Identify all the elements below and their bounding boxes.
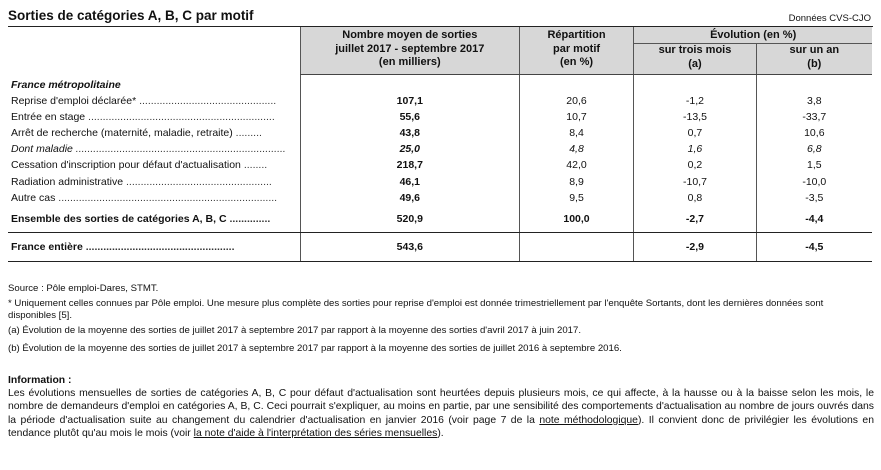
star-note: * Uniquement celles connues par Pôle emploi. Une mesure plus complète des sorties pour reprise d'emploi est donnée trimestriellement par l'enquête Sortants, dont les dernières données sont disponibles [5].	[8, 298, 824, 321]
methodology-note-link[interactable]: note méthodologique	[539, 414, 638, 426]
row-label: Entrée en stage ................................................................	[11, 110, 275, 123]
row-label: Arrêt de recherche (maternité, maladie, retraite) .........	[11, 126, 262, 139]
header-row-1	[8, 27, 872, 44]
row-label: Autre cas ...........................................................................	[11, 191, 278, 204]
information-text-2: ). Il convient donc de privilégier les évolutions en tendance plutôt qu'au mois le mois (voir	[8, 414, 874, 439]
row-3m: 0,2	[634, 157, 756, 173]
row-share: 10,7	[519, 109, 634, 125]
header-share	[519, 27, 634, 75]
row-count: 218,7	[300, 157, 519, 173]
information-block	[8, 374, 874, 440]
row-count: 55,6	[300, 109, 519, 125]
header-count	[300, 27, 519, 75]
header-count-line1: Nombre moyen de sorties	[342, 29, 478, 41]
header-1y-line2: (b)	[807, 57, 822, 70]
header-3m-line2: (a)	[688, 57, 702, 70]
row-3m: -10,7	[634, 173, 756, 189]
row-3m: 0,8	[634, 190, 756, 206]
row-share: 20,6	[519, 93, 634, 109]
france-1y: -4,5	[756, 232, 872, 261]
france-row	[8, 232, 872, 261]
information-heading: Information :	[8, 375, 72, 386]
header-share-line3: (en %)	[560, 56, 594, 68]
row-1y: 10,6	[756, 125, 872, 141]
row-count: 25,0	[300, 141, 519, 157]
information-text-3: ).	[437, 427, 444, 439]
source-note: Source : Pôle emploi-Dares, STMT.	[8, 283, 159, 294]
exits-table	[8, 27, 872, 262]
header-share-line2: par motif	[552, 42, 601, 55]
note-b: (b) Évolution de la moyenne des sorties de juillet 2017 à septembre 2017 par rapport à la moyenne des sorties de juillet 2016 à septembre 2016.	[8, 343, 622, 354]
row-share: 9,5	[519, 190, 634, 206]
row-label: Reprise d'emploi déclarée* ...............................................	[11, 94, 277, 107]
row-1y: -3,5	[756, 190, 872, 206]
row-3m: -1,2	[634, 93, 756, 109]
row-label: Dont maladie ........................................................................	[11, 143, 286, 156]
row-label: Cessation d'inscription pour défaut d'actualisation ........	[11, 159, 268, 172]
header-count-line3: (en milliers)	[378, 56, 441, 68]
row-1y: 3,8	[756, 93, 872, 109]
row-share: 4,8	[519, 141, 634, 157]
information-text-1: Les évolutions mensuelles de sorties de catégories A, B, C pour défaut d'actualisation sont heurtées depuis plusieurs mois, ce qui affecte, à la hausse ou à la baisse selon les mois, le nombre de demandeurs d'emploi en catégories A, B, C. Ceci pourrait s'expliquer, au moins en partie, par une sensibilité des comportements d'actualisation au nombre de jours ouvrés dans la période d'actualisation suite au changement du calendrier d'actualisation en janvier 2016 (voir page 7 de la	[8, 388, 874, 426]
row-1y: -33,7	[756, 109, 872, 125]
section-label: France métropolitaine	[11, 79, 121, 91]
total-row	[8, 206, 872, 233]
note-a: (a) Évolution de la moyenne des sorties de juillet 2017 à septembre 2017 par rapport à la moyenne des sorties d'avril 2017 à juin 2017.	[8, 325, 582, 336]
row-count: 49,6	[300, 190, 519, 206]
table-row	[8, 173, 872, 189]
france-share	[519, 232, 634, 261]
header-count-line2: juillet 2017 - septembre 2017	[335, 42, 485, 55]
row-share: 8,9	[519, 173, 634, 189]
row-count: 46,1	[300, 173, 519, 189]
page-title: Sorties de catégories A, B, C par motif	[8, 8, 254, 23]
table-row	[8, 157, 872, 173]
row-3m: 1,6	[634, 141, 756, 157]
table-row	[8, 190, 872, 206]
row-label: Radiation administrative ..................................................	[11, 175, 272, 188]
header-share-line1: Répartition	[547, 29, 606, 41]
total-share: 100,0	[519, 206, 634, 233]
header-1y-line1: sur un an	[789, 44, 840, 56]
table-row	[8, 93, 872, 109]
france-count: 543,6	[300, 232, 519, 261]
total-count: 520,9	[300, 206, 519, 233]
header-blank	[8, 27, 300, 75]
row-share: 42,0	[519, 157, 634, 173]
interpretation-note-link[interactable]: la note d'aide à l'interprétation des séries mensuelles	[193, 427, 438, 439]
row-count: 43,8	[300, 125, 519, 141]
row-3m: -13,5	[634, 109, 756, 125]
row-1y: 1,5	[756, 157, 872, 173]
france-3m: -2,9	[634, 232, 756, 261]
row-1y: -10,0	[756, 173, 872, 189]
row-share: 8,4	[519, 125, 634, 141]
table-row	[8, 109, 872, 125]
header-evolution: Évolution (en %)	[634, 27, 872, 44]
table-row	[8, 125, 872, 141]
total-label: Ensemble des sorties de catégories A, B, C ..............	[8, 206, 300, 233]
section-row	[8, 75, 872, 93]
row-count: 107,1	[300, 93, 519, 109]
row-1y: 6,8	[756, 141, 872, 157]
header-3m	[634, 44, 756, 75]
information-body	[8, 387, 874, 440]
row-3m: 0,7	[634, 125, 756, 141]
france-label: France entière ...................................................	[8, 232, 300, 261]
header-3m-line1: sur trois mois	[658, 44, 732, 56]
header-1y	[756, 44, 872, 75]
data-source-label: Données CVS-CJO	[788, 13, 871, 24]
total-3m: -2,7	[634, 206, 756, 233]
table-row	[8, 141, 872, 157]
total-1y: -4,4	[756, 206, 872, 233]
